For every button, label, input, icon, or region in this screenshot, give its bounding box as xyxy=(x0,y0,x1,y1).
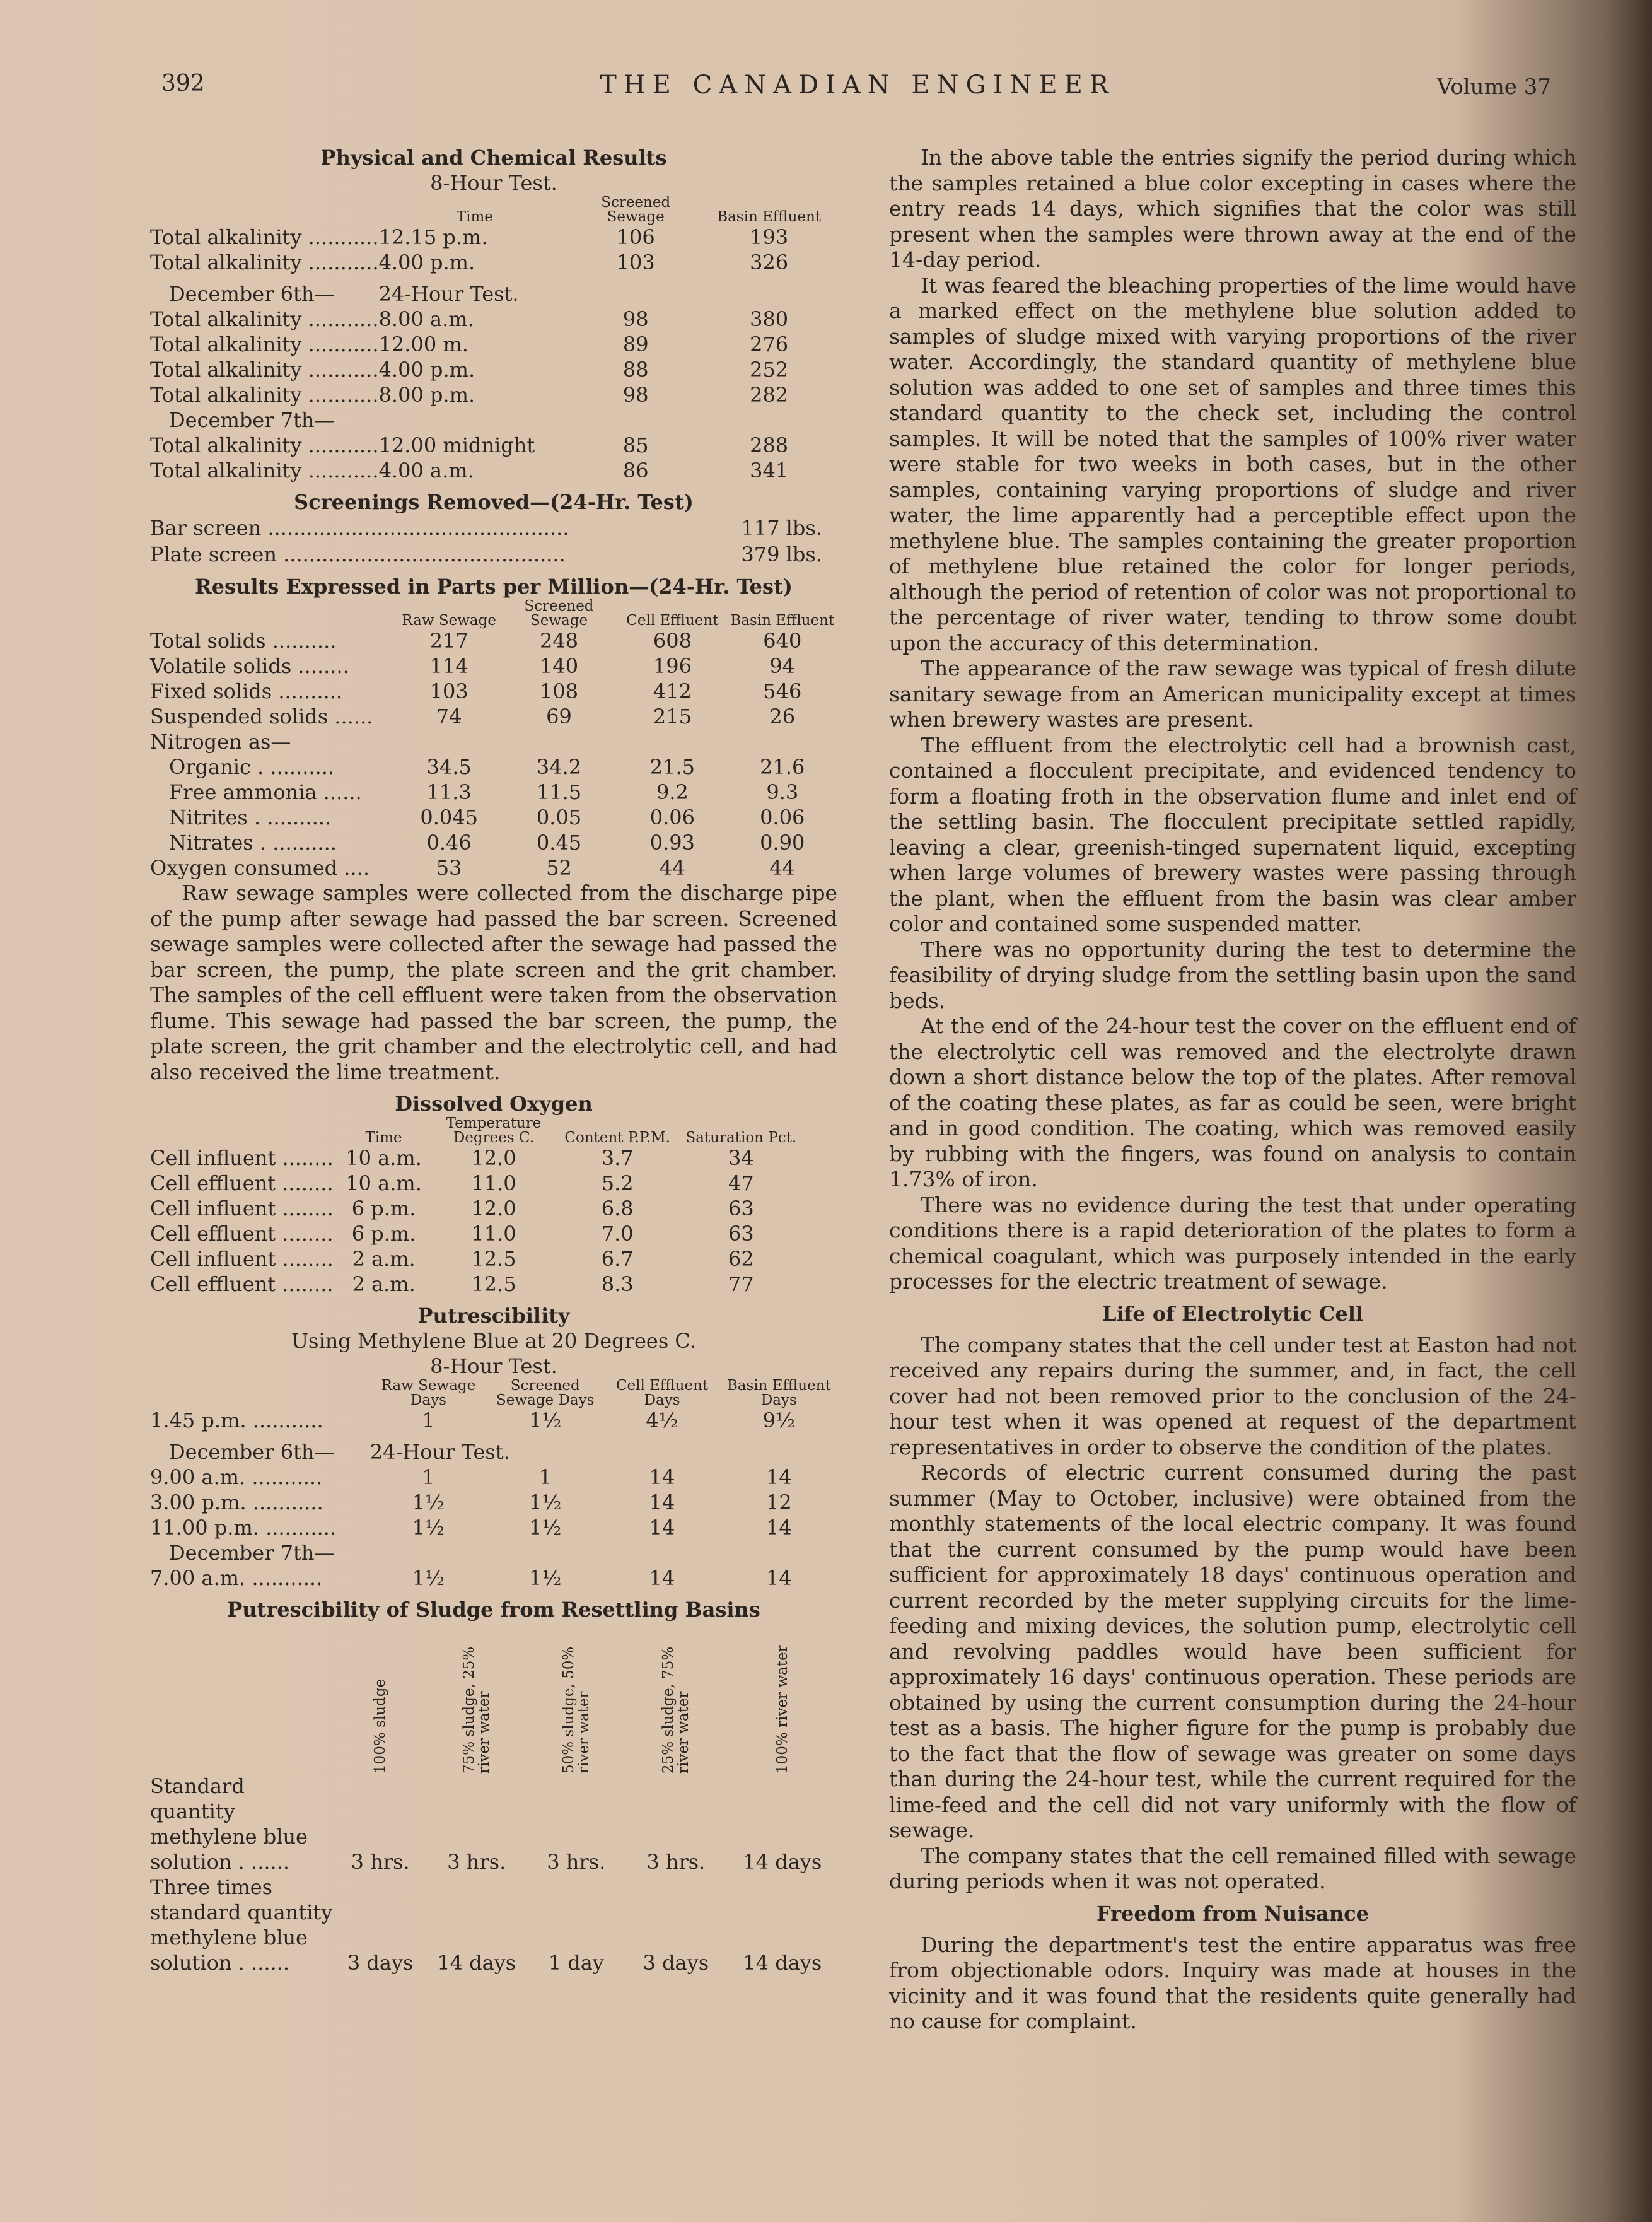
cell-value: 196 xyxy=(653,654,692,678)
cell-value: 248 xyxy=(540,629,579,653)
table-row xyxy=(150,754,837,780)
cell-value: 0.045 xyxy=(420,805,478,829)
sludge-title: Putrescibility of Sludge from Resettling Basins xyxy=(227,1598,760,1622)
row-time: 4.00 p.m. xyxy=(378,250,475,274)
header-screened: Screened Sewage Days xyxy=(496,1377,595,1408)
sludge-table xyxy=(150,1622,837,1975)
cell-value: 140 xyxy=(540,654,579,678)
cell-value: 14 days xyxy=(743,1850,822,1874)
cell-value: 21.6 xyxy=(760,755,805,779)
header-time: Time xyxy=(456,209,493,225)
cell-value: 7.0 xyxy=(601,1222,634,1246)
row-label: Standard quantity methylene blue solution . ...... xyxy=(150,1774,308,1874)
row-label: Fixed solids .......... xyxy=(150,679,343,703)
cell-value: 3 hrs. xyxy=(646,1850,706,1874)
cell-value: 8.3 xyxy=(601,1272,634,1296)
table-row xyxy=(150,458,837,483)
putrescibility-table xyxy=(150,1379,837,1591)
table-row xyxy=(150,250,837,275)
cell-value: 117 lbs. xyxy=(741,516,822,540)
header-basin: Basin Effluent Days xyxy=(726,1377,831,1408)
row-label: 7.00 a.m. ........... xyxy=(150,1566,323,1590)
cell-value: 4½ xyxy=(646,1408,678,1432)
cell-value: 44 xyxy=(769,856,796,880)
cell-value: 103 xyxy=(429,679,468,703)
row-label: Cell influent ........ xyxy=(150,1196,334,1220)
cell-value: 1½ xyxy=(529,1516,562,1540)
row-label: Cell effluent ........ xyxy=(150,1272,334,1296)
cell-value: 12.0 xyxy=(471,1146,516,1170)
header-screened: Screened Sewage xyxy=(524,598,594,629)
row-label: Bar screen ............................................... xyxy=(150,516,569,540)
putrescibility-subtitle: Using Methylene Blue at 20 Degrees C. xyxy=(291,1329,696,1353)
table-row xyxy=(150,780,837,805)
cell-value: 11.5 xyxy=(536,780,582,804)
putrescibility-8hr: 8-Hour Test. xyxy=(430,1354,557,1378)
row-label: Cell effluent ........ xyxy=(150,1171,334,1195)
subtest-label: 24-Hour Test. xyxy=(369,1440,510,1464)
cell-value: 94 xyxy=(769,654,796,678)
cell-value: 379 lbs. xyxy=(741,542,822,566)
cell-value: 74 xyxy=(436,705,462,728)
cell-value: 2 a.m. xyxy=(352,1272,416,1296)
row-label: 3.00 p.m. ........... xyxy=(150,1490,323,1514)
alkalinity-table xyxy=(150,196,837,483)
row-label: Three times standard quantity methylene blue solution . ...... xyxy=(150,1875,333,1975)
table-row xyxy=(150,1490,837,1515)
samples-paragraph: Raw sewage samples were collected from the discharge pipe of the pump after sewage had passed the bar screen. Screened sewage samples were collected after the sewage had passed the bar screen, the pump, the plate screen and the grit chamber. The samples of the cell effluent were taken from the observation flume. This sewage had passed the bar screen, the pump, the plate screen, the grit chamber and the electrolytic cell, and had also received the lime treatment. xyxy=(150,880,837,1084)
table-row xyxy=(150,1272,837,1297)
cell-value: 1 xyxy=(422,1465,435,1489)
table-row xyxy=(150,332,837,357)
cell-value: 52 xyxy=(546,856,572,880)
header-basin: Basin Effluent xyxy=(717,209,822,225)
cell-value: 114 xyxy=(429,654,468,678)
table-row xyxy=(150,357,837,382)
table-row xyxy=(150,1246,837,1272)
cell-value: 276 xyxy=(750,332,789,356)
physchem-title: Physical and Chemical Results xyxy=(320,146,667,170)
header-50-sludge: 50% sludge, 50% river water xyxy=(560,1646,592,1774)
header-content: Content P.P.M. xyxy=(564,1130,670,1146)
row-label: Free ammonia ...... xyxy=(169,780,362,804)
subtest-label: 24-Hour Test. xyxy=(378,282,519,306)
cell-value: 6.8 xyxy=(601,1196,634,1220)
cell-value: 98 xyxy=(622,307,649,331)
cell-value: 288 xyxy=(750,433,789,457)
paragraph: It was feared the bleaching properties of the lime would have a marked effect on the methylene blue solution added to samples of sludge mixed with varying proportions of the river water. Accordingly, the standard quantity of methylene blue solution was added to one set of samples and three times this standard quantity to the check set, including the control samples. It will be noted that the samples of 100% river water were stable for two weeks in both cases, but in the other samples, containing varying proportions of sludge and river water, the lime apparently had a perceptible effect upon the methylene blue. The samples containing the greater proportion of methylene blue retained the color for longer periods, although the period of retention of color was not proportional to the percentage of river water, tending to throw some doubt upon the accuracy of this determination. xyxy=(889,272,1576,655)
cell-value: 89 xyxy=(622,332,649,356)
cell-value: 14 xyxy=(765,1516,792,1540)
table-row xyxy=(150,1221,837,1246)
table-row xyxy=(150,1565,837,1591)
cell-value: 1 day xyxy=(548,1951,604,1975)
table-row xyxy=(150,805,837,830)
header-saturation: Saturation Pct. xyxy=(685,1130,797,1146)
row-label: Total alkalinity ........... xyxy=(150,250,379,274)
journal-title: THE CANADIAN ENGINEER xyxy=(600,71,1115,100)
header-100-river: 100% river water xyxy=(774,1645,791,1774)
table-row xyxy=(150,1145,837,1171)
paragraph: In the above table the entries signify the period during which the samples retained a blue color excepting in cases where the entry reads 14 days, which signifies that the color was still present when the samples were thrown away at the end of the 14-day period. xyxy=(889,145,1576,272)
date-label: December 7th— xyxy=(169,408,335,432)
row-label: 9.00 a.m. ........... xyxy=(150,1465,323,1489)
row-time: 12.00 m. xyxy=(378,332,468,356)
table-row xyxy=(150,1465,837,1490)
row-label: Total alkalinity ........... xyxy=(150,358,379,382)
row-label: Volatile solids ........ xyxy=(150,654,349,678)
header-basin: Basin Effluent xyxy=(730,612,835,629)
row-label: Suspended solids ...... xyxy=(150,705,373,728)
header-25-sludge: 25% sludge, 75% river water xyxy=(660,1646,692,1774)
cell-value: 14 xyxy=(765,1465,792,1489)
row-label: Nitrites . .......... xyxy=(169,805,332,829)
cell-value: 12 xyxy=(765,1490,792,1514)
cell-value: 0.45 xyxy=(536,831,582,855)
cell-value: 217 xyxy=(429,629,468,653)
cell-value: 0.05 xyxy=(536,805,582,829)
table-row xyxy=(150,515,837,541)
cell-value: 53 xyxy=(436,856,462,880)
row-label: Total alkalinity ........... xyxy=(150,225,379,249)
header-raw: Raw Sewage Days xyxy=(381,1377,476,1408)
cell-value: 380 xyxy=(750,307,789,331)
ppm-table xyxy=(150,599,837,880)
table-row xyxy=(150,225,837,250)
row-time: 12.15 p.m. xyxy=(378,225,488,249)
table-row xyxy=(150,628,837,653)
cell-value: 5.2 xyxy=(601,1171,634,1195)
cell-value: 0.46 xyxy=(426,831,472,855)
row-time: 8.00 a.m. xyxy=(378,307,474,331)
cell-value: 1½ xyxy=(529,1490,562,1514)
header-time: Time xyxy=(365,1130,402,1146)
row-label: Total alkalinity ........... xyxy=(150,307,379,331)
date-label: December 7th— xyxy=(169,1541,335,1565)
page-number: 392 xyxy=(161,71,205,96)
volume-label: Volume 37 xyxy=(1436,74,1551,100)
date-label: December 6th— xyxy=(169,1440,335,1464)
cell-value: 0.06 xyxy=(649,805,695,829)
cell-value: 3 hrs. xyxy=(447,1850,506,1874)
cell-value: 14 xyxy=(649,1465,675,1489)
cell-value: 6 p.m. xyxy=(351,1222,416,1246)
cell-value: 6 p.m. xyxy=(351,1196,416,1220)
table-row xyxy=(150,382,837,407)
row-time: 8.00 p.m. xyxy=(378,383,475,407)
cell-value: 9.3 xyxy=(766,780,799,804)
cell-value: 341 xyxy=(750,459,789,482)
row-label: Total solids .......... xyxy=(150,629,337,653)
left-column xyxy=(150,145,837,1975)
cell-value: 103 xyxy=(616,250,655,274)
cell-value: 62 xyxy=(728,1247,754,1271)
row-label: Total alkalinity ........... xyxy=(150,459,379,482)
row-label: Oxygen consumed .... xyxy=(150,856,370,880)
cell-value: 14 xyxy=(649,1490,675,1514)
cell-value: 3 hrs. xyxy=(547,1850,606,1874)
cell-value: 282 xyxy=(750,383,789,407)
row-label: Total alkalinity ........... xyxy=(150,332,379,356)
row-label: Cell influent ........ xyxy=(150,1247,334,1271)
cell-value: 215 xyxy=(653,705,692,728)
cell-value: 326 xyxy=(750,250,789,274)
paragraph: The company states that the cell remained filled with sewage during periods when it was not operated. xyxy=(889,1843,1576,1893)
running-header xyxy=(151,71,1564,115)
cell-value: 34 xyxy=(728,1146,754,1170)
cell-value: 2 a.m. xyxy=(352,1247,416,1271)
header-cell: Cell Effluent Days xyxy=(615,1377,709,1408)
cell-value: 1½ xyxy=(529,1566,562,1590)
cell-value: 12.0 xyxy=(471,1196,516,1220)
right-column xyxy=(889,145,1576,2035)
table-row xyxy=(150,1515,837,1540)
paragraph: During the department's test the entire apparatus was free from objectionable odors. Inquiry was made at houses in the vicinity and it was found that the residents quite generally had no cause for complaint. xyxy=(889,1932,1576,2033)
cell-value: 1½ xyxy=(412,1516,445,1540)
oxygen-title: Dissolved Oxygen xyxy=(395,1092,593,1116)
row-label: 11.00 p.m. ........... xyxy=(150,1516,337,1540)
cell-value: 34.2 xyxy=(536,755,582,779)
cell-value: 0.90 xyxy=(760,831,805,855)
row-label: Total alkalinity ........... xyxy=(150,383,379,407)
paragraph: The appearance of the raw sewage was typical of fresh dilute sanitary sewage from an American municipality except at times when brewery wastes are present. xyxy=(889,656,1576,732)
putrescibility-title: Putrescibility xyxy=(417,1304,570,1328)
cell-value: 1½ xyxy=(412,1490,445,1514)
cell-value: 69 xyxy=(546,705,572,728)
cell-value: 1½ xyxy=(412,1566,445,1590)
table-row xyxy=(150,830,837,855)
section-heading-life: Life of Electrolytic Cell xyxy=(1102,1301,1363,1326)
cell-value: 88 xyxy=(622,358,649,382)
screenings-table xyxy=(150,515,837,568)
nitrogen-label: Nitrogen as— xyxy=(150,730,291,754)
header-raw: Raw Sewage xyxy=(402,612,496,629)
row-label: Nitrates . .......... xyxy=(169,831,337,855)
header-cell: Cell Effluent xyxy=(626,612,719,629)
cell-value: 14 days xyxy=(437,1951,516,1975)
cell-value: 14 xyxy=(649,1516,675,1540)
table-row xyxy=(150,679,837,704)
table-row xyxy=(150,1196,837,1221)
header-temperature: Temperature Degrees C. xyxy=(446,1115,542,1146)
paragraph: Records of electric current consumed during the past summer (May to October, inclusive) were obtained from the monthly statements of the local electric company. It was found that the current consumed by the pump would have been sufficient for approximately 18 days' continuous operation and current recorded by the meter supplying circuits for the lime-feeding and mixing devices, the solution pump, electrolytic cell and revolving paddles would have been sufficient for approximately 16 days' continuous operation. These periods are obtained by using the current consumption during the 24-hour test as a basis. The higher figure for the pump is probably due to the fact that the flow of sewage was greater on some days than during the 24-hour test, while the current required for the lime-feed and the cell did not vary uniformly with the flow of sewage. xyxy=(889,1460,1576,1842)
cell-value: 3 days xyxy=(643,1951,709,1975)
cell-value: 193 xyxy=(750,225,789,249)
row-label: Cell influent ........ xyxy=(150,1146,334,1170)
cell-value: 11.0 xyxy=(471,1222,516,1246)
cell-value: 412 xyxy=(653,679,692,703)
row-time: 4.00 p.m. xyxy=(378,358,475,382)
table-row xyxy=(150,307,837,332)
ppm-title: Results Expressed in Parts per Million—(24-Hr. Test) xyxy=(195,575,793,599)
table-row xyxy=(150,1874,837,1975)
cell-value: 63 xyxy=(728,1222,754,1246)
cell-value: 12.5 xyxy=(471,1247,516,1271)
cell-value: 34.5 xyxy=(426,755,472,779)
cell-value: 86 xyxy=(622,459,649,482)
row-label: Cell effluent ........ xyxy=(150,1222,334,1246)
cell-value: 0.93 xyxy=(649,831,695,855)
table-row xyxy=(150,704,837,729)
cell-value: 47 xyxy=(728,1171,754,1195)
physchem-8hr: 8-Hour Test. xyxy=(430,171,557,195)
cell-value: 14 days xyxy=(743,1951,822,1975)
table-row xyxy=(150,653,837,679)
cell-value: 63 xyxy=(728,1196,754,1220)
cell-value: 26 xyxy=(769,705,796,728)
cell-value: 640 xyxy=(763,629,802,653)
cell-value: 3 days xyxy=(347,1951,414,1975)
cell-value: 11.0 xyxy=(471,1171,516,1195)
paragraph: There was no evidence during the test that under operating conditions there is a rapid deterioration of the plates to form a chemical coagulant, which was purposely intended in the early processes for the electric treatment of sewage. xyxy=(889,1192,1576,1294)
cell-value: 14 xyxy=(765,1566,792,1590)
cell-value: 252 xyxy=(750,358,789,382)
cell-value: 608 xyxy=(653,629,692,653)
cell-value: 0.06 xyxy=(760,805,805,829)
cell-value: 106 xyxy=(616,225,655,249)
cell-value: 85 xyxy=(622,433,649,457)
paragraph: The effluent from the electrolytic cell had a brownish cast, contained a flocculent precipitate, and evidenced tendency to form a floating froth in the observation flume and inlet end of the settling basin. The flocculent precipitate settled rapidly, leaving a clear, greenish-tinged supernatent liquid, excepting when large volumes of brewery wastes were passing through the plant, when the effluent from the basin was clear amber color and contained some suspended matter. xyxy=(889,732,1576,936)
row-time: 4.00 a.m. xyxy=(378,459,474,482)
section-heading-nuisance: Freedom from Nuisance xyxy=(1096,1901,1369,1926)
table-row xyxy=(150,1774,837,1874)
cell-value: 3.7 xyxy=(601,1146,634,1170)
table-row xyxy=(150,1171,837,1196)
cell-value: 98 xyxy=(622,383,649,407)
cell-value: 12.5 xyxy=(471,1272,516,1296)
header-screened: Screened Sewage xyxy=(601,194,671,225)
table-row xyxy=(150,433,837,458)
paragraph: The company states that the cell under test at Easton had not received any repairs during the summer, and, in fact, the cell cover had not been removed prior to the conclusion of the 24-hour test when it was opened at request of the department representatives in order to observe the condition of the plates. xyxy=(889,1332,1576,1459)
row-time: 12.00 midnight xyxy=(378,433,535,457)
table-row xyxy=(150,855,837,880)
cell-value: 1½ xyxy=(529,1408,562,1432)
cell-value: 108 xyxy=(540,679,579,703)
cell-value: 546 xyxy=(763,679,802,703)
cell-value: 9.2 xyxy=(656,780,689,804)
cell-value: 21.5 xyxy=(649,755,695,779)
table-row xyxy=(150,1408,837,1433)
cell-value: 10 a.m. xyxy=(346,1171,422,1195)
cell-value: 10 a.m. xyxy=(346,1146,422,1170)
cell-value: 11.3 xyxy=(426,780,472,804)
cell-value: 9½ xyxy=(762,1408,796,1432)
row-label: 1.45 p.m. ........... xyxy=(150,1408,323,1432)
cell-value: 6.7 xyxy=(601,1247,634,1271)
cell-value: 14 xyxy=(649,1566,675,1590)
date-label: December 6th— xyxy=(169,282,335,306)
row-label: Organic . .......... xyxy=(169,755,335,779)
cell-value: 1 xyxy=(422,1408,435,1432)
cell-value: 44 xyxy=(660,856,685,880)
header-100-sludge: 100% sludge xyxy=(372,1678,389,1774)
cell-value: 3 hrs. xyxy=(351,1850,410,1874)
row-label: Total alkalinity ........... xyxy=(150,433,379,457)
screenings-title: Screenings Removed—(24-Hr. Test) xyxy=(294,490,694,514)
table-row xyxy=(150,541,837,568)
cell-value: 1 xyxy=(538,1465,552,1489)
paragraph: At the end of the 24-hour test the cover on the effluent end of the electrolytic cell was removed and the electrolyte drawn down a short distance below the top of the plates. After removal of the coating these plates, as far as could be seen, were bright and in good condition. The coating, which was removed easily by rubbing with the fingers, was found on analysis to contain 1.73% of iron. xyxy=(889,1014,1576,1191)
cell-value: 77 xyxy=(728,1272,754,1296)
paragraph: There was no opportunity during the test to determine the feasibility of drying sludge from the settling basin upon the sand beds. xyxy=(889,937,1576,1013)
row-label: Plate screen ............................................ xyxy=(150,542,566,566)
header-75-sludge: 75% sludge, 25% river water xyxy=(460,1646,492,1774)
oxygen-table xyxy=(150,1116,837,1297)
